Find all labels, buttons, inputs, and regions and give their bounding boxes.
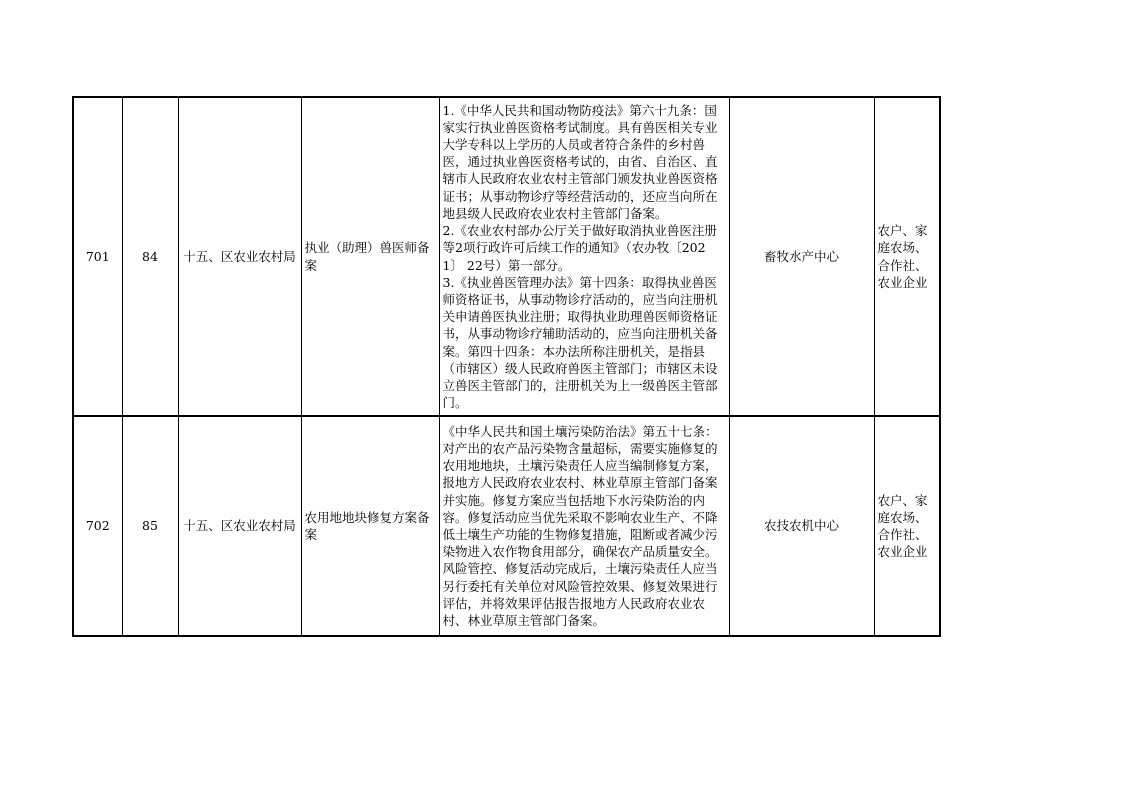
target-cell: 农户、家庭农场、合作社、农业企业 <box>874 97 940 416</box>
basis-paragraph: 《中华人民共和国土壤污染防治法》第五十七条：对产出的农产品污染物含量超标，需要实施修复的农用地地块，土壤污染责任人应当编制修复方案，报地方人民政府农业农村、林业草原主管部门备案并实施。修复方案应当包括地下水污染防治的内容。修复活动应当优先采取不影响农业生产、不降低土壤生产功能的生物修复措施，阻断或者减少污染物进入农作物食用部分，确保农产品质量安全。风险管控、修复活动完成后，土壤污染责任人应当另行委托有关单位对风险管控效果、修复效果进行评估，并将效果评估报告报地方人民政府农业农村、林业草原主管部门备案。 <box>442 423 718 629</box>
item-no-cell: 85 <box>122 416 178 636</box>
legal-basis-cell <box>439 416 729 636</box>
item-no-cell: 84 <box>122 97 178 416</box>
seq-cell: 701 <box>73 97 122 416</box>
seq-cell: 702 <box>73 416 122 636</box>
basis-paragraph: 3.《执业兽医管理办法》第十四条：取得执业兽医师资格证书，从事动物诊疗活动的，应当向注册机关申请兽医执业注册；取得执业助理兽医师资格证书，从事动物诊疗辅助活动的，应当向注册机关备案。第四十四条：本办法所称注册机关，是指县（市辖区）级人民政府兽医主管部门；市辖区未设立兽医主管部门的，注册机关为上一级兽医主管部门。 <box>442 274 718 411</box>
item-name-cell: 农用地地块修复方案备案 <box>301 416 439 636</box>
target-cell: 农户、家庭农场、合作社、农业企业 <box>874 416 940 636</box>
unit-cell: 畜牧水产中心 <box>729 97 874 416</box>
table-row <box>73 416 940 636</box>
department-cell: 十五、区农业农村局 <box>178 97 301 416</box>
filing-items-table <box>72 96 941 637</box>
department-cell: 十五、区农业农村局 <box>178 416 301 636</box>
basis-paragraph: 1.《中华人民共和国动物防疫法》第六十九条：国家实行执业兽医资格考试制度。具有兽医相关专业大学专科以上学历的人员或者符合条件的乡村兽医，通过执业兽医资格考试的，由省、自治区、直辖市人民政府农业农村主管部门颁发执业兽医资格证书；从事动物诊疗等经营活动的，还应当向所在地县级人民政府农业农村主管部门备案。 <box>442 102 718 221</box>
table-row <box>73 97 940 416</box>
legal-basis-cell <box>439 97 729 416</box>
unit-cell: 农技农机中心 <box>729 416 874 636</box>
basis-paragraph: 2.《农业农村部办公厅关于做好取消执业兽医注册等2项行政许可后续工作的通知》（农办牧〔2021〕 22号）第一部分。 <box>442 223 717 273</box>
item-name-cell: 执业（助理）兽医师备案 <box>301 97 439 416</box>
